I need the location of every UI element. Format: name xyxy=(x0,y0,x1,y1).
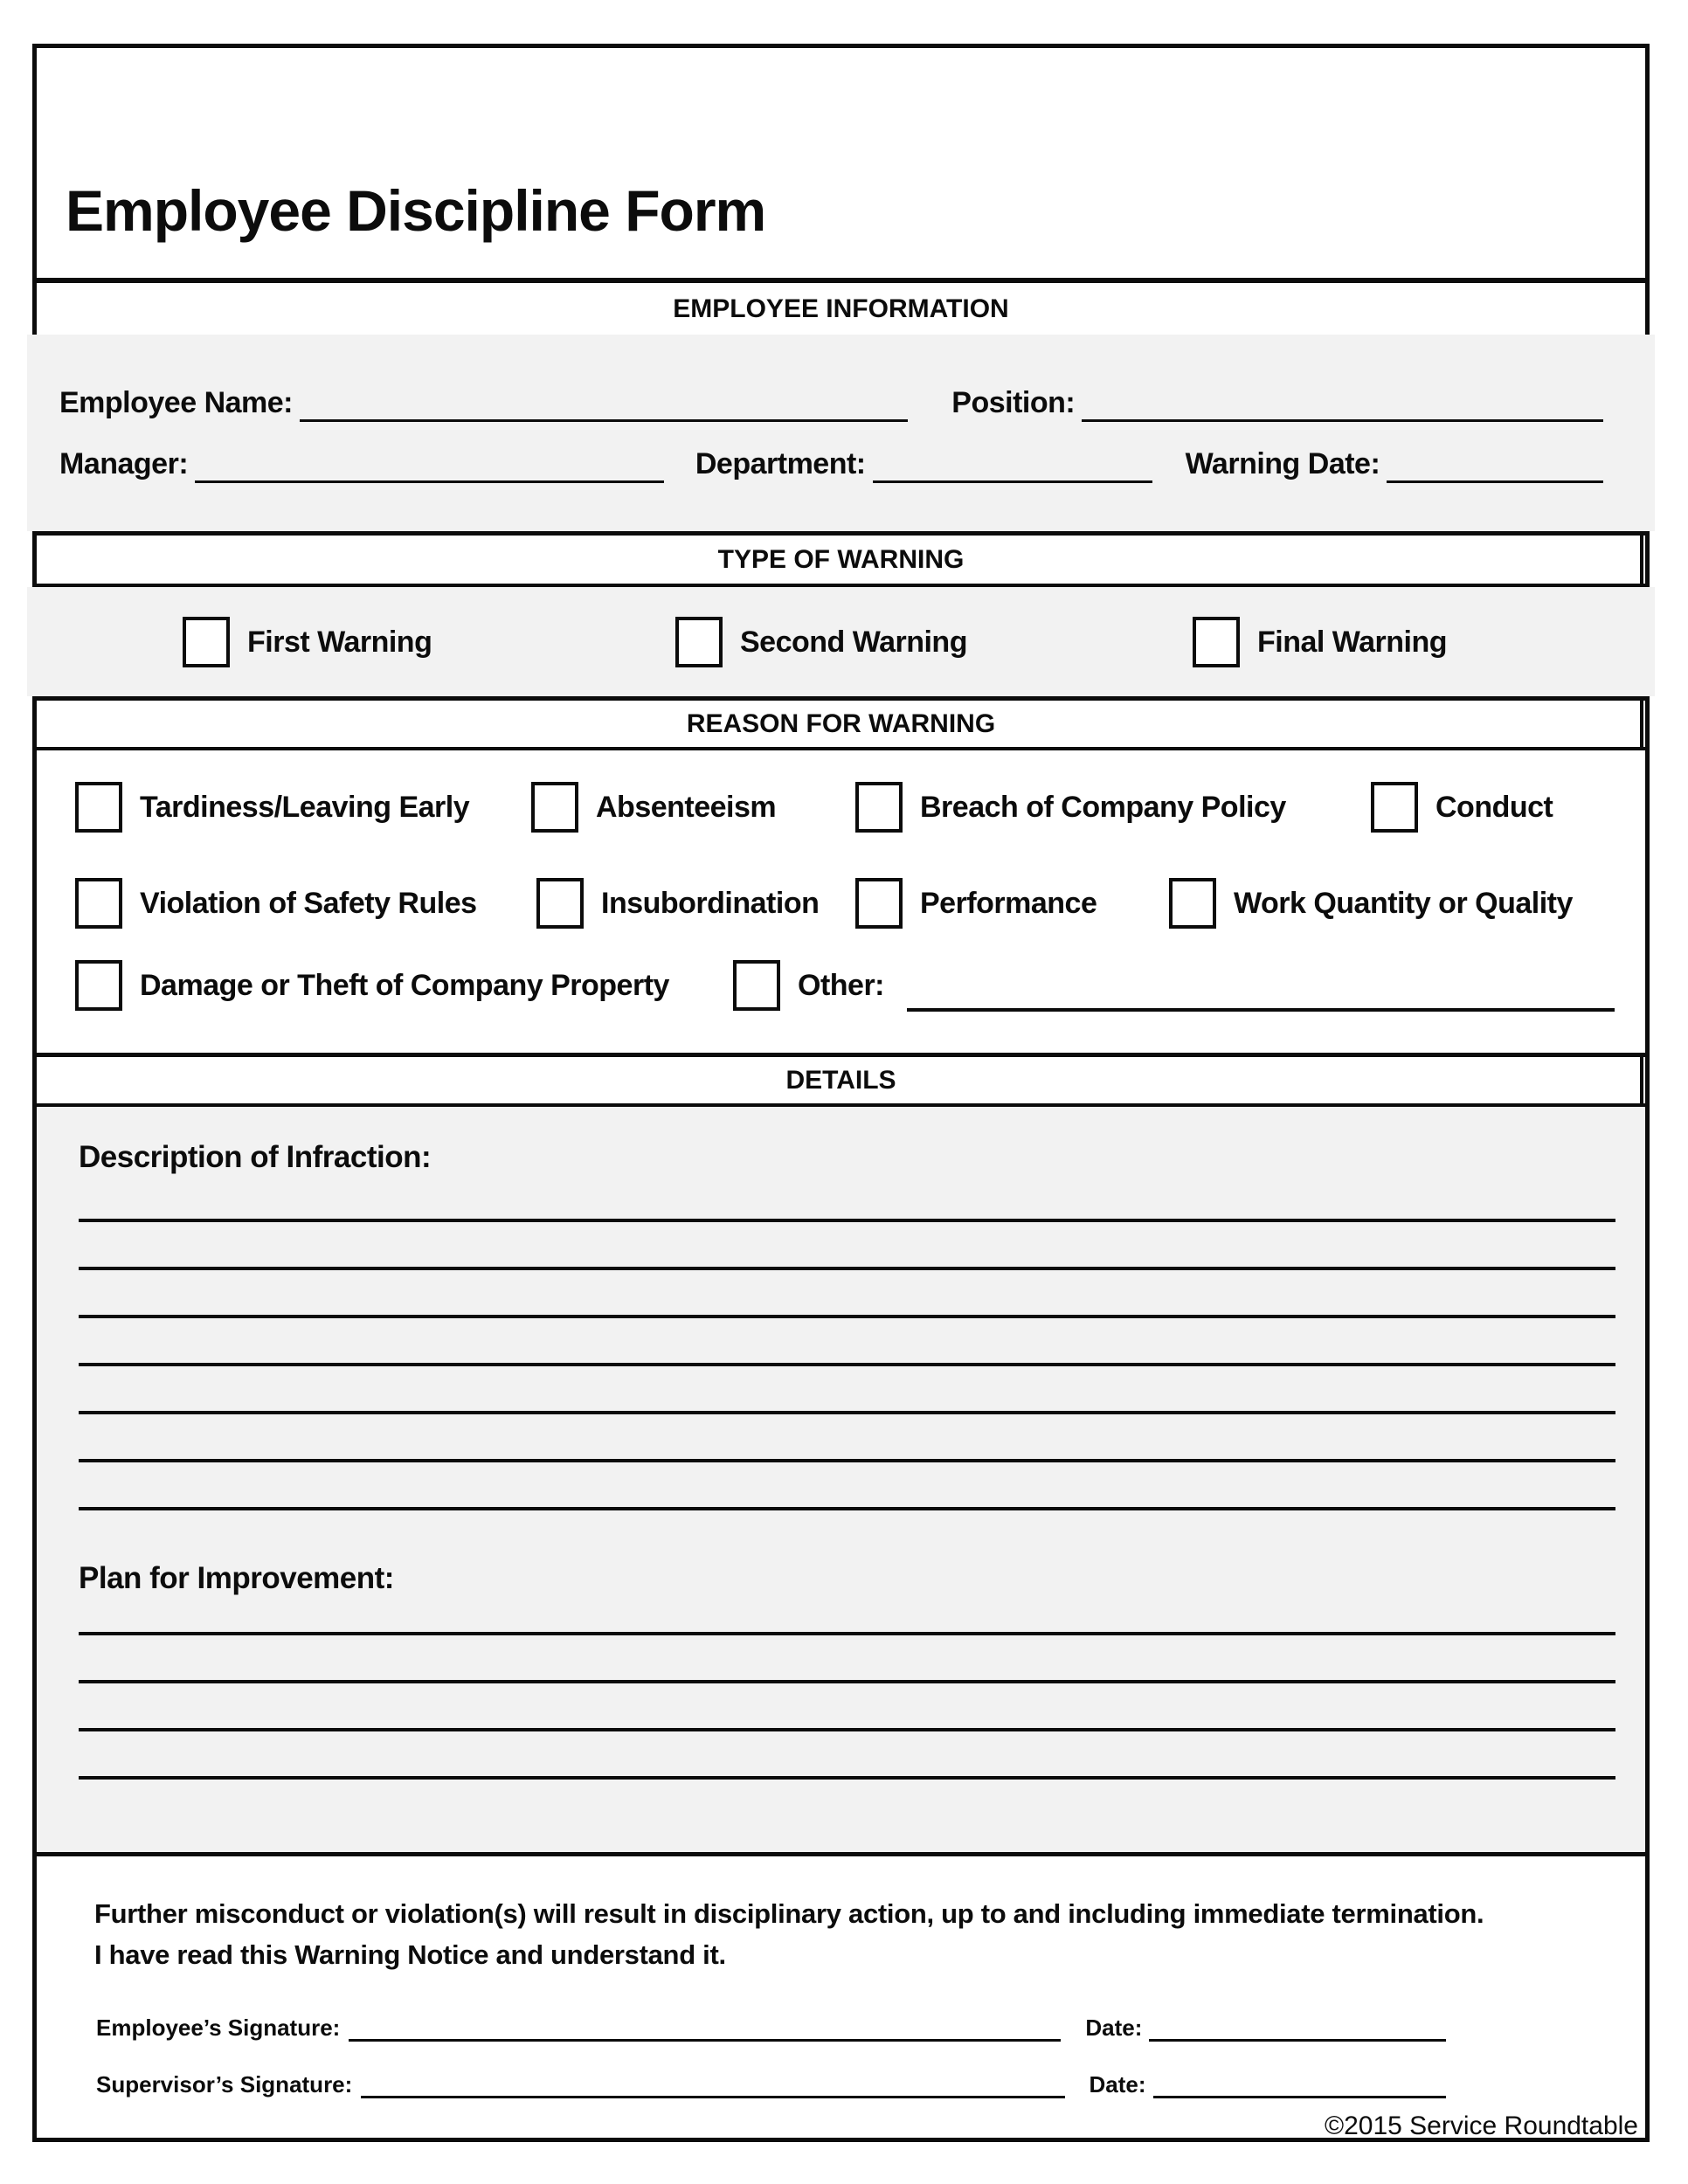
department-label: Department: xyxy=(695,447,866,480)
writing-line[interactable] xyxy=(79,1776,1615,1780)
acknowledgement-section xyxy=(37,1852,1645,2138)
writing-line[interactable] xyxy=(79,1459,1615,1462)
absenteeism-checkbox[interactable] xyxy=(531,782,578,833)
details-header xyxy=(37,1053,1645,1107)
warning-date-field[interactable] xyxy=(1387,448,1603,483)
breach-of-company-policy-label: Breach of Company Policy xyxy=(920,790,1286,824)
reason-for-warning-header xyxy=(37,696,1645,750)
writing-line[interactable] xyxy=(79,1507,1615,1510)
reason-for-warning-header-label: REASON FOR WARNING xyxy=(686,708,996,738)
title-section xyxy=(37,48,1645,278)
writing-line[interactable] xyxy=(79,1219,1615,1222)
violation-of-safety-rules-label: Violation of Safety Rules xyxy=(140,886,477,920)
employee-date-label: Date: xyxy=(1085,2015,1143,2041)
type-of-warning-header xyxy=(37,531,1645,587)
insubordination-label: Insubordination xyxy=(601,886,820,920)
discipline-form xyxy=(32,44,1650,2142)
employee-name-label: Employee Name: xyxy=(59,386,293,419)
conduct-option xyxy=(1371,781,1553,833)
writing-line[interactable] xyxy=(79,1411,1615,1414)
breach-of-company-policy-option xyxy=(855,781,1286,833)
plan-lines xyxy=(79,1632,1615,1824)
performance-label: Performance xyxy=(920,886,1097,920)
breach-of-company-policy-checkbox[interactable] xyxy=(855,782,903,833)
supervisor-signature-date-field[interactable] xyxy=(1153,2074,1446,2098)
final-warning-checkbox[interactable] xyxy=(1193,617,1240,667)
employee-signature-row xyxy=(96,2007,1446,2042)
manager-label: Manager: xyxy=(59,447,189,480)
first-warning-option xyxy=(183,616,432,668)
final-warning-label: Final Warning xyxy=(1257,625,1448,659)
writing-line[interactable] xyxy=(79,1363,1615,1366)
employee-signature-date-field[interactable] xyxy=(1149,2017,1446,2042)
employee-info-row-2 xyxy=(59,441,1603,483)
other-checkbox[interactable] xyxy=(733,960,780,1011)
damage-or-theft-option xyxy=(75,959,669,1012)
supervisor-date-label: Date: xyxy=(1089,2071,1146,2098)
insubordination-option xyxy=(536,877,819,930)
details-header-label: DETAILS xyxy=(785,1065,896,1095)
other-option xyxy=(733,959,1615,1012)
department-field[interactable] xyxy=(873,448,1152,483)
work-quantity-or-quality-checkbox[interactable] xyxy=(1169,878,1216,929)
acknowledgement-text: Further misconduct or violation(s) will result in disciplinary action, up to and including immediate termination. I have read this Warning Notice and understand it. xyxy=(94,1898,1484,1970)
writing-line[interactable] xyxy=(79,1632,1615,1635)
absenteeism-option xyxy=(531,781,776,833)
first-warning-label: First Warning xyxy=(247,625,432,659)
first-warning-checkbox[interactable] xyxy=(183,617,230,667)
employee-signature-field[interactable] xyxy=(349,2017,1061,2042)
tardiness-checkbox[interactable] xyxy=(75,782,122,833)
damage-or-theft-label: Damage or Theft of Company Property xyxy=(140,968,669,1002)
insubordination-checkbox[interactable] xyxy=(536,878,584,929)
plan-for-improvement-label: Plan for Improvement: xyxy=(79,1561,394,1595)
position-label: Position: xyxy=(951,386,1076,419)
position-field[interactable] xyxy=(1082,387,1603,422)
page-title: Employee Discipline Form xyxy=(66,178,766,243)
type-of-warning-header-label: TYPE OF WARNING xyxy=(717,544,965,574)
other-field[interactable] xyxy=(907,977,1615,1012)
violation-of-safety-rules-option xyxy=(75,877,477,930)
employee-name-field[interactable] xyxy=(300,387,908,422)
other-label: Other: xyxy=(798,968,884,1002)
employee-signature-label: Employee’s Signature: xyxy=(96,2015,341,2041)
conduct-label: Conduct xyxy=(1435,790,1553,824)
second-warning-option xyxy=(675,616,967,668)
absenteeism-label: Absenteeism xyxy=(596,790,777,824)
warning-date-label: Warning Date: xyxy=(1185,447,1380,480)
supervisor-signature-row xyxy=(96,2063,1446,2098)
damage-or-theft-checkbox[interactable] xyxy=(75,960,122,1011)
writing-line[interactable] xyxy=(79,1315,1615,1318)
supervisor-signature-field[interactable] xyxy=(361,2074,1064,2098)
manager-field[interactable] xyxy=(195,448,664,483)
employee-information-header-label: EMPLOYEE INFORMATION xyxy=(673,294,1009,323)
second-warning-checkbox[interactable] xyxy=(675,617,723,667)
description-of-infraction-label: Description of Infraction: xyxy=(79,1140,432,1174)
reason-for-warning-section xyxy=(37,750,1645,1053)
performance-checkbox[interactable] xyxy=(855,878,903,929)
second-warning-label: Second Warning xyxy=(740,625,967,659)
employee-information-section xyxy=(27,335,1655,531)
writing-line[interactable] xyxy=(79,1680,1615,1683)
writing-line[interactable] xyxy=(79,1728,1615,1731)
performance-option xyxy=(855,877,1097,930)
details-section xyxy=(37,1107,1645,1852)
employee-info-row-1 xyxy=(59,380,1603,422)
tardiness-label: Tardiness/Leaving Early xyxy=(140,790,470,824)
type-of-warning-section xyxy=(27,587,1655,696)
copyright-text: ©2015 Service Roundtable xyxy=(1324,2111,1638,2140)
conduct-checkbox[interactable] xyxy=(1371,782,1418,833)
description-lines xyxy=(79,1219,1615,1555)
violation-of-safety-rules-checkbox[interactable] xyxy=(75,878,122,929)
employee-information-header xyxy=(37,278,1645,335)
work-quantity-or-quality-option xyxy=(1169,877,1573,930)
supervisor-signature-label: Supervisor’s Signature: xyxy=(96,2071,353,2098)
final-warning-option xyxy=(1193,616,1447,668)
writing-line[interactable] xyxy=(79,1267,1615,1270)
work-quantity-or-quality-label: Work Quantity or Quality xyxy=(1234,886,1573,920)
tardiness-option xyxy=(75,781,469,833)
